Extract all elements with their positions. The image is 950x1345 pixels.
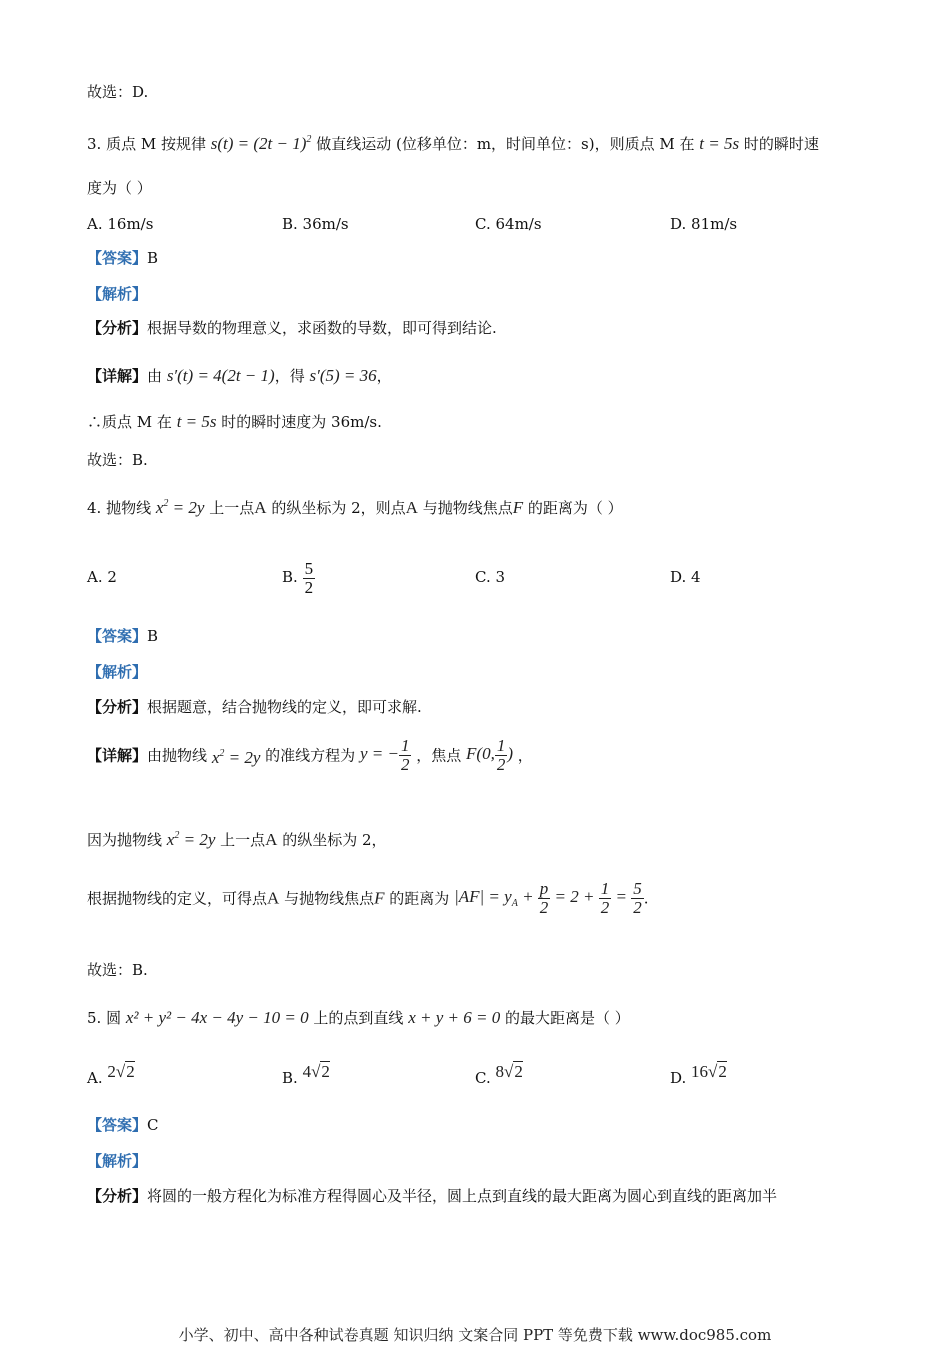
time-formula: t = 5s (176, 412, 217, 431)
option-c: C. 3 (475, 568, 506, 586)
option-c: C. 64m/s (475, 215, 542, 233)
text-line: 故选：D. (87, 83, 149, 101)
fenxi-text: 将圆的一般方程化为标准方程得圆心及半径，圆上点到直线的最大距离为圆心到直线的距离加半 (147, 1187, 778, 1205)
option-b-value: 4√2 (302, 1062, 330, 1081)
xiangjie-text: ，焦点 (416, 746, 462, 765)
answer-tag: 【答案】 (87, 627, 148, 645)
q5-text: 的最大距离是（ ） (504, 1009, 630, 1027)
parabola-formula: $x^2 = 2y$ (155, 498, 205, 517)
analysis-tag: 【解析】 (87, 285, 148, 303)
fenxi-tag: 【分析】 (87, 319, 148, 337)
xiangjie-text: ，得 (274, 367, 305, 385)
answer-value: C (147, 1116, 159, 1134)
xiangjie-line (87, 366, 392, 386)
conclusion-line (87, 412, 382, 432)
point-a: A (405, 498, 418, 517)
point-a: A (265, 830, 278, 849)
definition-text: 根据抛物线的定义，可得点 (87, 889, 268, 908)
q3-text: 做直线运动 (位移单位：m，时间单位：s)，则质点 M 在 (316, 135, 695, 153)
analysis-line (87, 1151, 147, 1171)
conclusion-text: ∴质点 M 在 (87, 413, 172, 431)
text-line: 故选：B. (87, 451, 148, 469)
option-d: D. 16√2 (670, 1062, 727, 1087)
xiangjie-text: 由 (147, 367, 163, 385)
reason-text: 的纵坐标为 2， (282, 831, 387, 849)
page-footer: 小学、初中、高中各种试卷真题 知识归纳 文案合同 PPT 等免费下载 www.doc985.com (178, 1326, 772, 1344)
definition-text: . (643, 889, 649, 908)
question-3-line (87, 130, 819, 154)
answer-tag: 【答案】 (87, 1116, 148, 1134)
xiangjie-tag: 【详解】 (87, 746, 148, 765)
line-formula: x + y + 6 = 0 (408, 1008, 501, 1027)
fenxi-text: 根据题意，结合抛物线的定义，即可求解. (147, 698, 422, 716)
point-a: A (267, 888, 280, 908)
point-a: A (254, 498, 267, 517)
option-d: D. 4 (670, 568, 701, 586)
parabola-formula: $x^2 = 2y$ (166, 830, 216, 849)
conclusion-text: 时的瞬时速度为 36m/s. (221, 413, 382, 431)
definition-text: 与抛物线焦点 (284, 889, 375, 908)
xiangjie-text: 由抛物线 (147, 746, 208, 765)
fenxi-tag: 【分析】 (87, 1187, 148, 1205)
q4-text: 的纵坐标为 2，则点 (271, 499, 406, 517)
answer-value: B (147, 249, 159, 267)
fenxi-line (87, 1186, 777, 1206)
question-4-line (87, 494, 623, 518)
q3-time-formula: t = 5s (699, 134, 740, 153)
q5-text: 5. 圆 (87, 1009, 122, 1027)
analysis-tag: 【解析】 (87, 663, 148, 681)
reason-line (87, 826, 387, 850)
option-c-value: 8√2 (495, 1062, 523, 1081)
q3-text: 3. 质点 M 按规律 (87, 135, 206, 153)
xiangjie-line (87, 737, 533, 774)
option-d: D. 81m/s (670, 215, 738, 233)
text-line: 故选：B. (87, 961, 148, 979)
q4-text: 与抛物线焦点 (422, 499, 513, 517)
answer-line (87, 248, 158, 268)
distance-formula: $|AF| = y_A$ + $\frac{p}{2}$ = 2 + $\frac{1}{2}$ = $\frac{5}{2}$ (454, 879, 642, 917)
parabola-formula: $x^2 = 2y$ (211, 747, 261, 767)
directrix-formula: y = − $\frac{1}{2}$ (359, 736, 410, 774)
definition-line (87, 880, 649, 917)
option-b: B. 4√2 (282, 1062, 330, 1087)
definition-text: 的距离为 (389, 889, 450, 908)
xiangjie-text: ， (376, 367, 392, 385)
q3-text: 时的瞬时速 (743, 135, 819, 153)
point-f: F (512, 498, 524, 517)
q5-text: 上的点到直线 (313, 1009, 404, 1027)
xiangjie-text: ， (517, 746, 533, 765)
focus-formula: F(0, $\frac{1}{2}$ ) (466, 736, 514, 774)
answer-value: B (147, 627, 159, 645)
q4-text: 的距离为（ ） (527, 499, 623, 517)
fenxi-line (87, 697, 422, 717)
answer-line (87, 626, 158, 646)
fraction-five-halves: $\frac{5}{2}$ (304, 558, 314, 597)
option-b: B. $\frac{5}{2}$ (282, 558, 314, 597)
answer-line (87, 1115, 159, 1135)
option-d-value: 16√2 (691, 1062, 727, 1081)
analysis-tag: 【解析】 (87, 1152, 148, 1170)
option-c: C. 8√2 (475, 1062, 523, 1087)
option-a-value: 2√2 (107, 1062, 135, 1081)
question-5-line (87, 1008, 630, 1028)
point-f: F (374, 888, 385, 908)
q3-law-formula: $s(t) = (2t - 1)^2$ (210, 134, 312, 153)
option-a: A. 2 (87, 568, 117, 586)
fenxi-tag: 【分析】 (87, 698, 148, 716)
reason-text: 因为抛物线 (87, 831, 163, 849)
xiangjie-text: 的准线方程为 (265, 746, 356, 765)
derivative-value-formula: s′(5) = 36 (309, 366, 377, 385)
analysis-line (87, 662, 147, 682)
xiangjie-tag: 【详解】 (87, 367, 148, 385)
fenxi-line (87, 318, 497, 338)
circle-formula: x² + y² − 4x − 4y − 10 = 0 (125, 1008, 309, 1027)
fenxi-text: 根据导数的物理意义，求函数的导数，即可得到结论. (147, 319, 497, 337)
reason-text: 上一点 (220, 831, 266, 849)
analysis-line (87, 284, 147, 304)
question-3-line: 度为（ ） (87, 179, 152, 197)
derivative-formula: s′(t) = 4(2t − 1) (166, 366, 275, 385)
option-a: A. 2√2 (87, 1062, 135, 1087)
option-b: B. 36m/s (282, 215, 349, 233)
option-a: A. 16m/s (87, 215, 154, 233)
q4-text: 4. 抛物线 (87, 499, 152, 517)
q4-text: 上一点 (209, 499, 255, 517)
answer-tag: 【答案】 (87, 249, 148, 267)
